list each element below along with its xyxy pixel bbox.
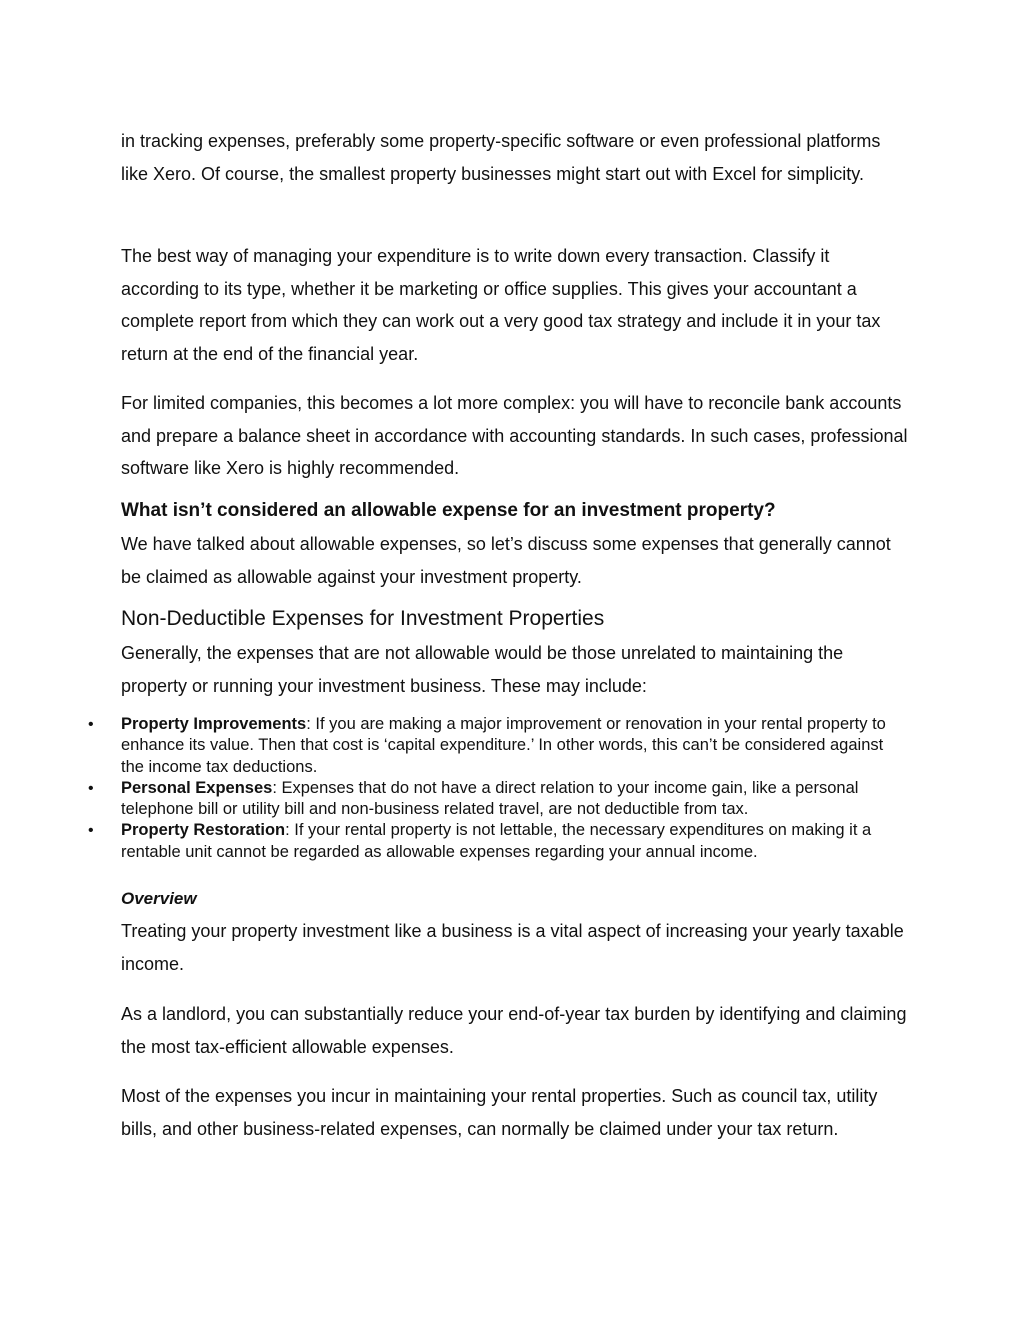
paragraph-overview-business: Treating your property investment like a business is a vital aspect of increasing your yearly taxable income. (121, 921, 904, 974)
paragraph-limited-companies: For limited companies, this becomes a lot more complex: you will have to reconcile bank accounts and prepare a balance sheet in accordance with accounting standards. In such cases, professional software like Xero is highly recommended. (121, 393, 908, 478)
bullet-marker: • (88, 716, 94, 733)
bullet-text: : If your rental property is not lettable, the necessary expenditures on making it a rentable unit cannot be regarded as allowable expenses regarding your annual income. (121, 821, 872, 861)
overview-heading: Overview (121, 889, 197, 908)
bullet-title: Property Improvements (121, 715, 307, 733)
paragraph-overview-expenses: Most of the expenses you incur in maintaining your rental properties. Such as council tax, utility bills, and other business-related expenses, can normally be claimed under your tax return. (121, 1086, 878, 1139)
list-item (0, 778, 901, 821)
bullet-text: : If you are making a major improvement or renovation in your rental property to enhance its value. Then that cost is ‘capital expenditure.’ In other words, this can’t be considered against the income tax deductions. (121, 715, 886, 776)
paragraph-tracking-expenses: in tracking expenses, preferably some property-specific software or even professional platforms like Xero. Of course, the smallest property businesses might start out with Excel for simplicity. (121, 131, 881, 184)
paragraph-discuss-expenses: We have talked about allowable expenses, so let’s discuss some expenses that generally cannot be claimed as allowable against your investment property. (121, 534, 891, 587)
list-item (0, 714, 901, 778)
paragraph-generally-not-allowable: Generally, the expenses that are not allowable would be those unrelated to maintaining the property or running your investment business. These may include: (121, 643, 844, 696)
paragraph-overview-landlord: As a landlord, you can substantially reduce your end-of-year tax burden by identifying and claiming the most tax-efficient allowable expenses. (121, 1004, 907, 1057)
list-item (0, 820, 901, 863)
bullet-text: : Expenses that do not have a direct relation to your income gain, like a personal telephone bill or utility bill and non-business related travel, are not deductible from tax. (121, 778, 859, 819)
bullet-marker: • (88, 822, 94, 840)
bullet-marker: • (88, 779, 94, 797)
heading-non-deductible: Non-Deductible Expenses for Investment Properties (121, 607, 605, 630)
bullet-title: Personal Expenses (121, 778, 273, 797)
paragraph-managing-expenditure: The best way of managing your expenditure is to write down every transaction. Classify it according to its type, whether it be marketing or office supplies. This gives your accountant a complete report from which they can work out a very good tax strategy and include it in your tax return at the end of the financial year. (121, 246, 881, 364)
bullet-title: Property Restoration (121, 821, 286, 840)
non-deductible-list (0, 714, 1024, 863)
heading-not-allowable: What isn’t considered an allowable expense for an investment property? (121, 500, 776, 521)
